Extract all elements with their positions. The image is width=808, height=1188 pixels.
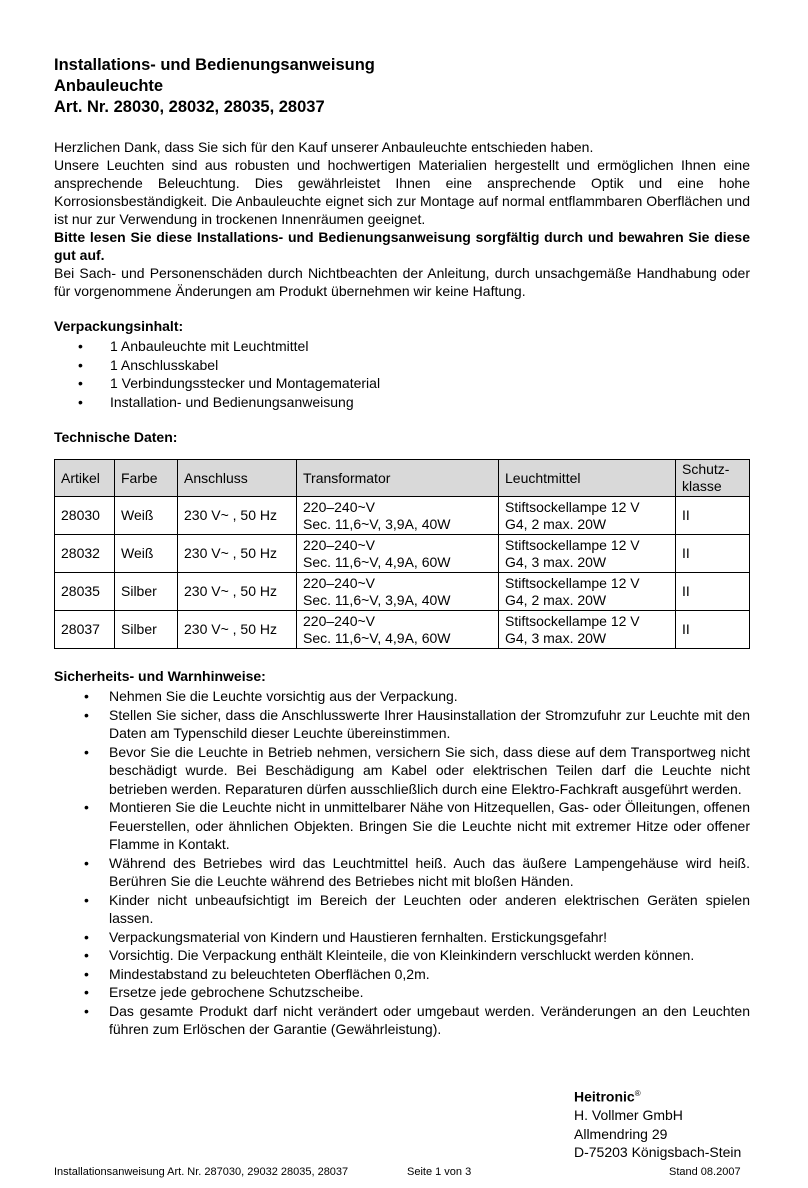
cell-schutzklasse-text: II [682, 545, 690, 561]
tech-table-header-row [55, 460, 750, 497]
cell-artikel [55, 573, 115, 611]
company-address [574, 1085, 741, 1162]
package-heading: Verpackungsinhalt: [54, 318, 184, 334]
list-item-text: Verpackungsmaterial von Kindern und Haustieren fernhalten. Erstickungsgefahr! [109, 928, 608, 945]
list-item [54, 891, 750, 928]
intro-liability: Bei Sach- und Personenschäden durch Nichtbeachten der Anleitung, durch unsachgemäße Handhabung oder für vorgenommene Änderungen am Produkt übernehmen wir keine Haftung. [54, 265, 750, 299]
cell-leuchtmittel-text: Stiftsockellampe 12 V [505, 536, 640, 553]
cell-leuchtmittel-text: Stiftsockellampe 12 V [505, 574, 640, 591]
cell-transformator-text: Sec. 11,6~V, 3,9A, 40W [303, 515, 451, 532]
table-row [55, 611, 750, 649]
cell-leuchtmittel [499, 497, 676, 535]
cell-anschluss [178, 611, 297, 649]
cell-leuchtmittel-text: G4, 3 max. 20W [505, 629, 607, 646]
cell-transformator-text: Sec. 11,6~V, 4,9A, 60W [303, 553, 451, 570]
intro-thanks: Herzlichen Dank, dass Sie sich für den Kauf unserer Anbauleuchte entschieden haben. [54, 139, 594, 155]
cell-schutzklasse [676, 535, 750, 573]
registered-mark: ® [634, 1089, 641, 1098]
cell-artikel-text: 28032 [61, 545, 100, 561]
tech-table [54, 459, 750, 649]
cell-farbe-text: Weiß [121, 545, 154, 561]
cell-transformator-text: Sec. 11,6~V, 4,9A, 60W [303, 629, 451, 646]
bullet-icon: • [84, 688, 89, 704]
cell-anschluss [178, 497, 297, 535]
cell-anschluss-text: 230 V~ , 50 Hz [184, 621, 278, 637]
list-item-text: Während des Betriebes wird das Leuchtmittel heiß. Auch das äußere Lampengehäuse wird heiß. Berühren Sie die Leuchte während des Betriebes nicht mit bloßen Händen. [109, 854, 750, 889]
cell-schutzklasse-text: II [682, 507, 690, 523]
cell-artikel [55, 497, 115, 535]
bullet-icon: • [84, 947, 89, 963]
th-schutz: Schutz- [682, 461, 730, 477]
list-item-text: Installation- und Bedienungsanweisung [110, 393, 354, 410]
cell-transformator-text: 220–240~V [303, 574, 376, 591]
doc-title-line3: Art. Nr. 28030, 28032, 28035, 28037 [54, 98, 325, 116]
list-item [54, 687, 750, 706]
bullet-icon: • [84, 743, 89, 760]
list-item [54, 374, 750, 393]
cell-anschluss-text: 230 V~ , 50 Hz [184, 545, 278, 561]
cell-leuchtmittel [499, 573, 676, 611]
list-item-text: Stellen Sie sicher, dass die Anschlusswerte Ihrer Hausinstallation der Stromzufuhr zur Leuchte mit den Daten am Typenschild dieser Leuchte übereinstimmen. [109, 706, 750, 741]
th-leuchtmittel: Leuchtmittel [499, 460, 676, 497]
table-row [55, 573, 750, 611]
list-item-text: Das gesamte Produkt darf nicht verändert oder umgebaut werden. Veränderungen an den Leuchten führen zum Erlöschen der Garantie (Gewährleistung). [109, 1002, 750, 1037]
safety-heading: Sicherheits- und Warnhinweise: [54, 668, 266, 684]
tech-heading: Technische Daten: [54, 429, 178, 445]
list-item [54, 356, 750, 375]
list-item-text: 1 Anbauleuchte mit Leuchtmittel [110, 338, 309, 354]
cell-schutzklasse [676, 497, 750, 535]
list-item-text: Kinder nicht unbeaufsichtigt im Bereich der Leuchten oder anderen elektrischen Geräten spielen lassen. [109, 891, 750, 926]
cell-leuchtmittel-text: Stiftsockellampe 12 V [505, 612, 640, 629]
cell-farbe-text: Silber [121, 621, 157, 637]
cell-artikel-text: 28030 [61, 507, 100, 523]
list-item-text: Montieren Sie die Leuchte nicht in unmittelbarer Nähe von Hitzequellen, Gas- oder Ölleitungen, offenen Feuerstellen, oder ähnlichen Objekten. Bringen Sie die Leuchte nicht mit extremer Hitze oder offener Flamme in Kontakt. [109, 799, 750, 852]
th-anschluss: Anschluss [178, 460, 297, 497]
doc-title-line1: Installations- und Bedienungsanweisung [54, 56, 375, 74]
list-item [54, 965, 750, 984]
bullet-icon: • [84, 706, 89, 723]
list-item [54, 946, 750, 965]
cell-anschluss [178, 573, 297, 611]
th-artikel: Artikel [55, 460, 115, 497]
table-row [55, 497, 750, 535]
address-line3: D-75203 Königsbach-Stein [574, 1144, 742, 1161]
bullet-icon: • [78, 356, 83, 373]
address-line2: Allmendring 29 [574, 1125, 668, 1142]
cell-schutzklasse-text: II [682, 621, 690, 637]
bullet-icon: • [84, 984, 89, 1000]
list-item-text: Nehmen Sie die Leuchte vorsichtig aus der Verpackung. [109, 688, 458, 704]
bullet-icon: • [78, 338, 83, 354]
footer-doc-ref: Installationsanweisung Art. Nr. 287030, 29032 28035, 28037 [54, 1166, 349, 1178]
cell-leuchtmittel-text: G4, 2 max. 20W [505, 591, 607, 608]
th-schutzklasse [676, 460, 750, 497]
list-item [54, 854, 750, 891]
list-item-text: Mindestabstand zu beleuchteten Oberflächen 0,2m. [109, 965, 430, 982]
cell-schutzklasse [676, 573, 750, 611]
cell-farbe-text: Weiß [121, 507, 154, 523]
footer-date: Stand 08.2007 [669, 1166, 741, 1178]
th-transformator: Transformator [297, 460, 499, 497]
list-item [54, 798, 750, 854]
list-item [54, 983, 750, 1002]
cell-transformator [297, 497, 499, 535]
cell-leuchtmittel [499, 535, 676, 573]
footer-page-number: Seite 1 von 3 [407, 1166, 472, 1178]
cell-anschluss [178, 535, 297, 573]
cell-transformator-text: Sec. 11,6~V, 3,9A, 40W [303, 591, 451, 608]
list-item-text: Bevor Sie die Leuchte in Betrieb nehmen, versichern Sie sich, dass diese auf dem Transportweg nicht beschädigt wurde. Bei Beschädigung am Kabel oder elektrischen Teilen darf die Leuchte nicht betrieben werden. Reparaturen dürfen ausschließlich durch eine Elektro-Fachkraft ausgeführt werden. [109, 743, 750, 797]
cell-transformator-text: 220–240~V [303, 498, 376, 515]
intro-description: Unsere Leuchten sind aus robusten und hochwertigen Materialien hergestellt und ermöglichen Ihnen eine ansprechende Beleuchtung. Dies gewährleistet Ihnen eine ansprechende Optik und eine hohe Korrosionsbeständigkeit. Die Anbauleuchte eignet sich zur Montage auf normal entflammbaren Oberflächen und ist nur zur Verwendung in trockenen Innenräumen geeignet. [54, 157, 750, 227]
cell-leuchtmittel [499, 611, 676, 649]
cell-schutzklasse [676, 611, 750, 649]
list-item-text: Vorsichtig. Die Verpackung enthält Kleinteile, die von Kleinkindern verschluckt werden können. [109, 947, 695, 963]
list-item-text: 1 Verbindungsstecker und Montagematerial [110, 375, 381, 391]
cell-farbe [115, 497, 178, 535]
table-row [55, 535, 750, 573]
bullet-icon: • [84, 928, 89, 945]
list-item-text: Ersetze jede gebrochene Schutzscheibe. [109, 984, 364, 1000]
cell-artikel-text: 28035 [61, 583, 100, 599]
cell-artikel [55, 611, 115, 649]
package-list [54, 337, 750, 411]
th-klasse: klasse [682, 478, 722, 494]
document-page [54, 55, 750, 1039]
list-item [54, 928, 750, 947]
list-item [54, 337, 750, 356]
cell-farbe [115, 611, 178, 649]
cell-farbe [115, 535, 178, 573]
doc-title-line2: Anbauleuchte [54, 77, 164, 95]
cell-leuchtmittel-text: G4, 2 max. 20W [505, 515, 607, 532]
cell-leuchtmittel-text: G4, 3 max. 20W [505, 553, 607, 570]
cell-transformator-text: 220–240~V [303, 612, 376, 629]
list-item [54, 743, 750, 799]
list-item [54, 1002, 750, 1039]
intro-section [54, 138, 750, 300]
cell-transformator-text: 220–240~V [303, 536, 376, 553]
bullet-icon: • [78, 375, 83, 391]
cell-farbe [115, 573, 178, 611]
bullet-icon: • [84, 1002, 89, 1019]
bullet-icon: • [84, 854, 89, 871]
cell-transformator [297, 611, 499, 649]
cell-farbe-text: Silber [121, 583, 157, 599]
cell-artikel-text: 28037 [61, 621, 100, 637]
cell-transformator [297, 535, 499, 573]
safety-list [54, 687, 750, 1039]
bullet-icon: • [84, 891, 89, 908]
bullet-icon: • [84, 965, 89, 982]
bullet-icon: • [84, 799, 89, 815]
cell-schutzklasse-text: II [682, 583, 690, 599]
cell-transformator [297, 573, 499, 611]
bullet-icon: • [78, 393, 83, 410]
intro-notice: Bitte lesen Sie diese Installations- und Bedienungsanweisung sorgfältig durch und bewahren Sie diese gut auf. [54, 229, 750, 263]
company-name: Heitronic [574, 1088, 635, 1105]
list-item [54, 393, 750, 412]
cell-anschluss-text: 230 V~ , 50 Hz [184, 507, 278, 523]
cell-anschluss-text: 230 V~ , 50 Hz [184, 583, 278, 599]
list-item [54, 706, 750, 743]
cell-leuchtmittel-text: Stiftsockellampe 12 V [505, 498, 640, 515]
list-item-text: 1 Anschlusskabel [110, 356, 219, 373]
cell-artikel [55, 535, 115, 573]
address-line1: H. Vollmer GmbH [574, 1107, 683, 1124]
th-farbe: Farbe [115, 460, 178, 497]
